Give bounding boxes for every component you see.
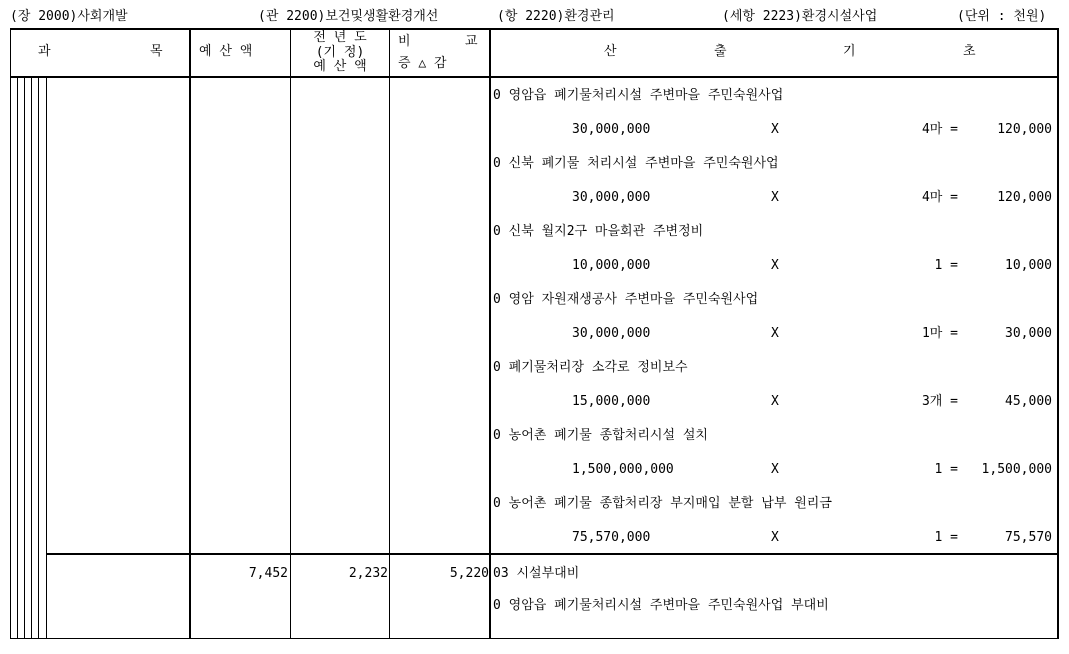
col-basis-2: 출 xyxy=(714,44,727,59)
item-amount: 30,000,000 xyxy=(572,122,651,137)
section-diff: 5,220 xyxy=(449,566,489,581)
col-divider-basis xyxy=(489,28,491,639)
header-unit: (단위 : 천원) xyxy=(957,9,1047,24)
section-budget: 7,452 xyxy=(248,566,288,581)
col-prev-line2: (기 정) xyxy=(315,45,365,60)
header-jang: (장 2000)사회개발 xyxy=(10,9,128,24)
item-title: 0 농어촌 폐기물 종합처리시설 설치 xyxy=(493,428,708,443)
item-amount: 10,000,000 xyxy=(572,258,651,273)
col-cmp-b: 교 xyxy=(465,34,478,49)
item-times: X xyxy=(771,326,779,341)
section-divider xyxy=(47,553,1059,555)
col-prev-line3: 예 산 액 xyxy=(313,59,367,74)
item-qty: 3개 = xyxy=(921,394,958,409)
item-title: 0 폐기물처리장 소각로 정비보수 xyxy=(493,360,688,375)
item-title: 0 신북 월지2구 마을회관 주변정비 xyxy=(493,224,704,239)
col-basis-4: 초 xyxy=(963,44,976,59)
header-gwan: (관 2200)보건및생활환경개선 xyxy=(258,9,439,24)
item-times: X xyxy=(771,122,779,137)
item-total: 75,570 xyxy=(1005,530,1052,545)
left-border xyxy=(10,28,11,639)
item-qty: 4마 = xyxy=(921,190,958,205)
item-amount: 30,000,000 xyxy=(572,190,651,205)
item-title: 0 신북 폐기물 처리시설 주변마을 주민숙원사업 xyxy=(493,156,779,171)
table-bottom-border xyxy=(10,638,1059,639)
item-times: X xyxy=(771,394,779,409)
item-total: 120,000 xyxy=(997,190,1052,205)
rule-3 xyxy=(31,78,32,639)
col-cmp-a: 비 xyxy=(398,34,411,49)
col-divider-prev xyxy=(290,28,291,639)
item-times: X xyxy=(771,462,779,477)
item-qty: 1 = xyxy=(934,462,958,477)
item-amount: 30,000,000 xyxy=(572,326,651,341)
item-amount: 75,570,000 xyxy=(572,530,651,545)
col-budget: 예 산 액 xyxy=(199,44,253,59)
item-total: 1,500,000 xyxy=(981,462,1052,477)
item-times: X xyxy=(771,530,779,545)
item-title: 0 영암읍 폐기물처리시설 주변마을 주민숙원사업 xyxy=(493,88,784,103)
item-total: 30,000 xyxy=(1005,326,1052,341)
item-qty: 1마 = xyxy=(921,326,958,341)
rule-1 xyxy=(17,78,18,639)
rule-4 xyxy=(38,78,39,639)
section-label: 03 시설부대비 xyxy=(493,566,580,581)
col-prev-line1: 전 년 도 xyxy=(313,30,367,45)
header-hang: (항 2220)환경관리 xyxy=(497,9,615,24)
item-title: 0 농어촌 폐기물 종합처리장 부지매입 분할 납부 원리금 xyxy=(493,496,832,511)
col-divider-cmp xyxy=(389,28,390,639)
col-divider-budget xyxy=(189,28,191,639)
col-subject-right: 목 xyxy=(150,44,163,59)
col-subject-left: 과 xyxy=(38,44,51,59)
item-total: 45,000 xyxy=(1005,394,1052,409)
item-qty: 4마 = xyxy=(921,122,958,137)
right-border xyxy=(1057,28,1059,639)
rule-2 xyxy=(24,78,25,639)
section-prev: 2,232 xyxy=(348,566,388,581)
item-amount: 15,000,000 xyxy=(572,394,651,409)
item-total: 10,000 xyxy=(1005,258,1052,273)
item-times: X xyxy=(771,190,779,205)
col-cmp-line2: 증 △ 감 xyxy=(398,56,447,71)
item-times: X xyxy=(771,258,779,273)
item-qty: 1 = xyxy=(934,530,958,545)
rule-5 xyxy=(46,78,47,639)
item-title: 0 영암 자원재생공사 주변마을 주민숙원사업 xyxy=(493,292,759,307)
header-bottom-border xyxy=(10,76,1059,78)
item-qty: 1 = xyxy=(934,258,958,273)
col-basis-1: 산 xyxy=(604,44,617,59)
section-first-item: 0 영암읍 폐기물처리시설 주변마을 주민숙원사업 부대비 xyxy=(493,598,829,613)
item-total: 120,000 xyxy=(997,122,1052,137)
table-top-border xyxy=(10,28,1059,30)
item-amount: 1,500,000,000 xyxy=(572,462,674,477)
col-basis-3: 기 xyxy=(843,44,856,59)
header-sehang: (세항 2223)환경시설사업 xyxy=(722,9,878,24)
